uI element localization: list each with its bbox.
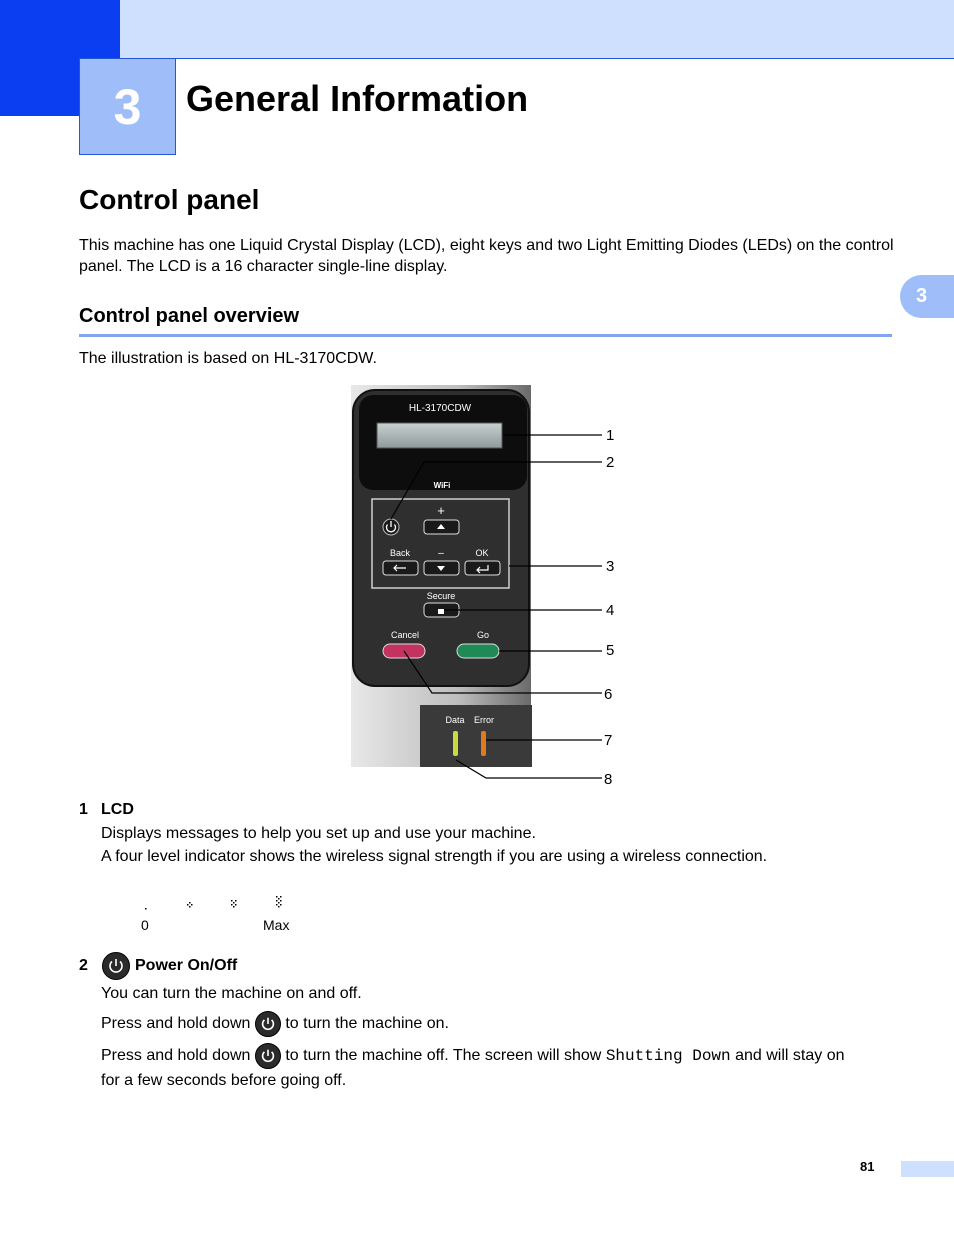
power-icon <box>102 952 130 980</box>
item-2-line-3-b: to turn the machine off. The screen will show <box>285 1047 602 1065</box>
subsection-title: Control panel overview <box>79 305 300 327</box>
power-icon <box>255 1043 281 1069</box>
lock-icon <box>438 609 444 614</box>
item-2-label: Power On/Off <box>135 957 238 974</box>
minus-label: – <box>438 548 444 559</box>
callout-6: 6 <box>604 686 613 703</box>
power-icon <box>255 1011 281 1037</box>
shutting-down-code: Shutting Down <box>605 1047 731 1066</box>
callout-2: 2 <box>606 454 615 471</box>
callout-3: 3 <box>606 558 615 575</box>
lcd-screen <box>377 423 502 448</box>
callout-5: 5 <box>606 642 615 659</box>
data-led <box>453 731 458 756</box>
item-2-line-3-c: and will stay on <box>735 1047 845 1065</box>
back-label: Back <box>389 548 411 558</box>
error-led <box>481 731 486 756</box>
item-1-number: 1 <box>79 801 88 818</box>
section-intro: This machine has one Liquid Crystal Display (LCD), eight keys and two Light Emitting Diodes (LEDs) on the control panel. The LCD is a 16 character single-line display. <box>79 237 894 275</box>
signal-level-3 <box>276 896 282 908</box>
item-2-line-1: You can turn the machine on and off. <box>101 985 362 1002</box>
chapter-number-box: 3 <box>79 58 176 155</box>
signal-level-2 <box>231 900 237 908</box>
section-title: Control panel <box>79 184 260 215</box>
secure-label: Secure <box>426 591 456 601</box>
plus-label: + <box>437 503 445 518</box>
page-number: 81 <box>860 1159 875 1174</box>
chapter-title: General Information <box>186 78 529 119</box>
item-1-label: LCD <box>101 801 134 818</box>
footer-bar <box>901 1161 954 1177</box>
header-band <box>0 0 954 59</box>
item-2-line-2-b: to turn the machine on. <box>285 1015 449 1033</box>
model-label: HL-3170CDW <box>408 403 472 414</box>
go-button[interactable] <box>457 644 499 658</box>
item-2-number: 2 <box>79 957 88 974</box>
cancel-label: Cancel <box>390 630 420 640</box>
item-2-line-2 <box>101 1011 449 1037</box>
item-1-line-2: A four level indicator shows the wireless signal strength if you are using a wireless connection. <box>101 848 768 865</box>
item-2-line-4: for a few seconds before going off. <box>101 1072 347 1089</box>
go-label: Go <box>476 630 490 640</box>
item-2-line-2-a: Press and hold down <box>101 1015 251 1033</box>
chapter-side-tab: 3 <box>900 275 954 318</box>
callout-1: 1 <box>606 427 615 444</box>
item-2-line-3-a: Press and hold down <box>101 1047 251 1065</box>
error-led-label: Error <box>474 715 494 725</box>
wifi-label: WiFi <box>433 481 451 490</box>
item-1-line-1: Displays messages to help you set up and use your machine. <box>101 825 536 842</box>
callout-8: 8 <box>604 771 613 788</box>
data-led-label: Data <box>445 715 465 725</box>
illustration-caption: The illustration is based on HL-3170CDW. <box>79 350 377 367</box>
signal-min-label: 0 <box>141 917 149 933</box>
signal-level-1 <box>187 902 193 908</box>
ok-label: OK <box>475 548 489 558</box>
item-2-line-3 <box>101 1043 901 1069</box>
signal-level-0 <box>145 908 147 910</box>
signal-max-label: Max <box>263 917 290 933</box>
callout-7: 7 <box>604 732 613 749</box>
subsection-rule <box>79 334 892 337</box>
signal-strength-indicator <box>138 894 288 914</box>
ok-button[interactable] <box>465 561 500 575</box>
callout-4: 4 <box>606 602 615 619</box>
control-panel-illustration <box>340 380 640 790</box>
